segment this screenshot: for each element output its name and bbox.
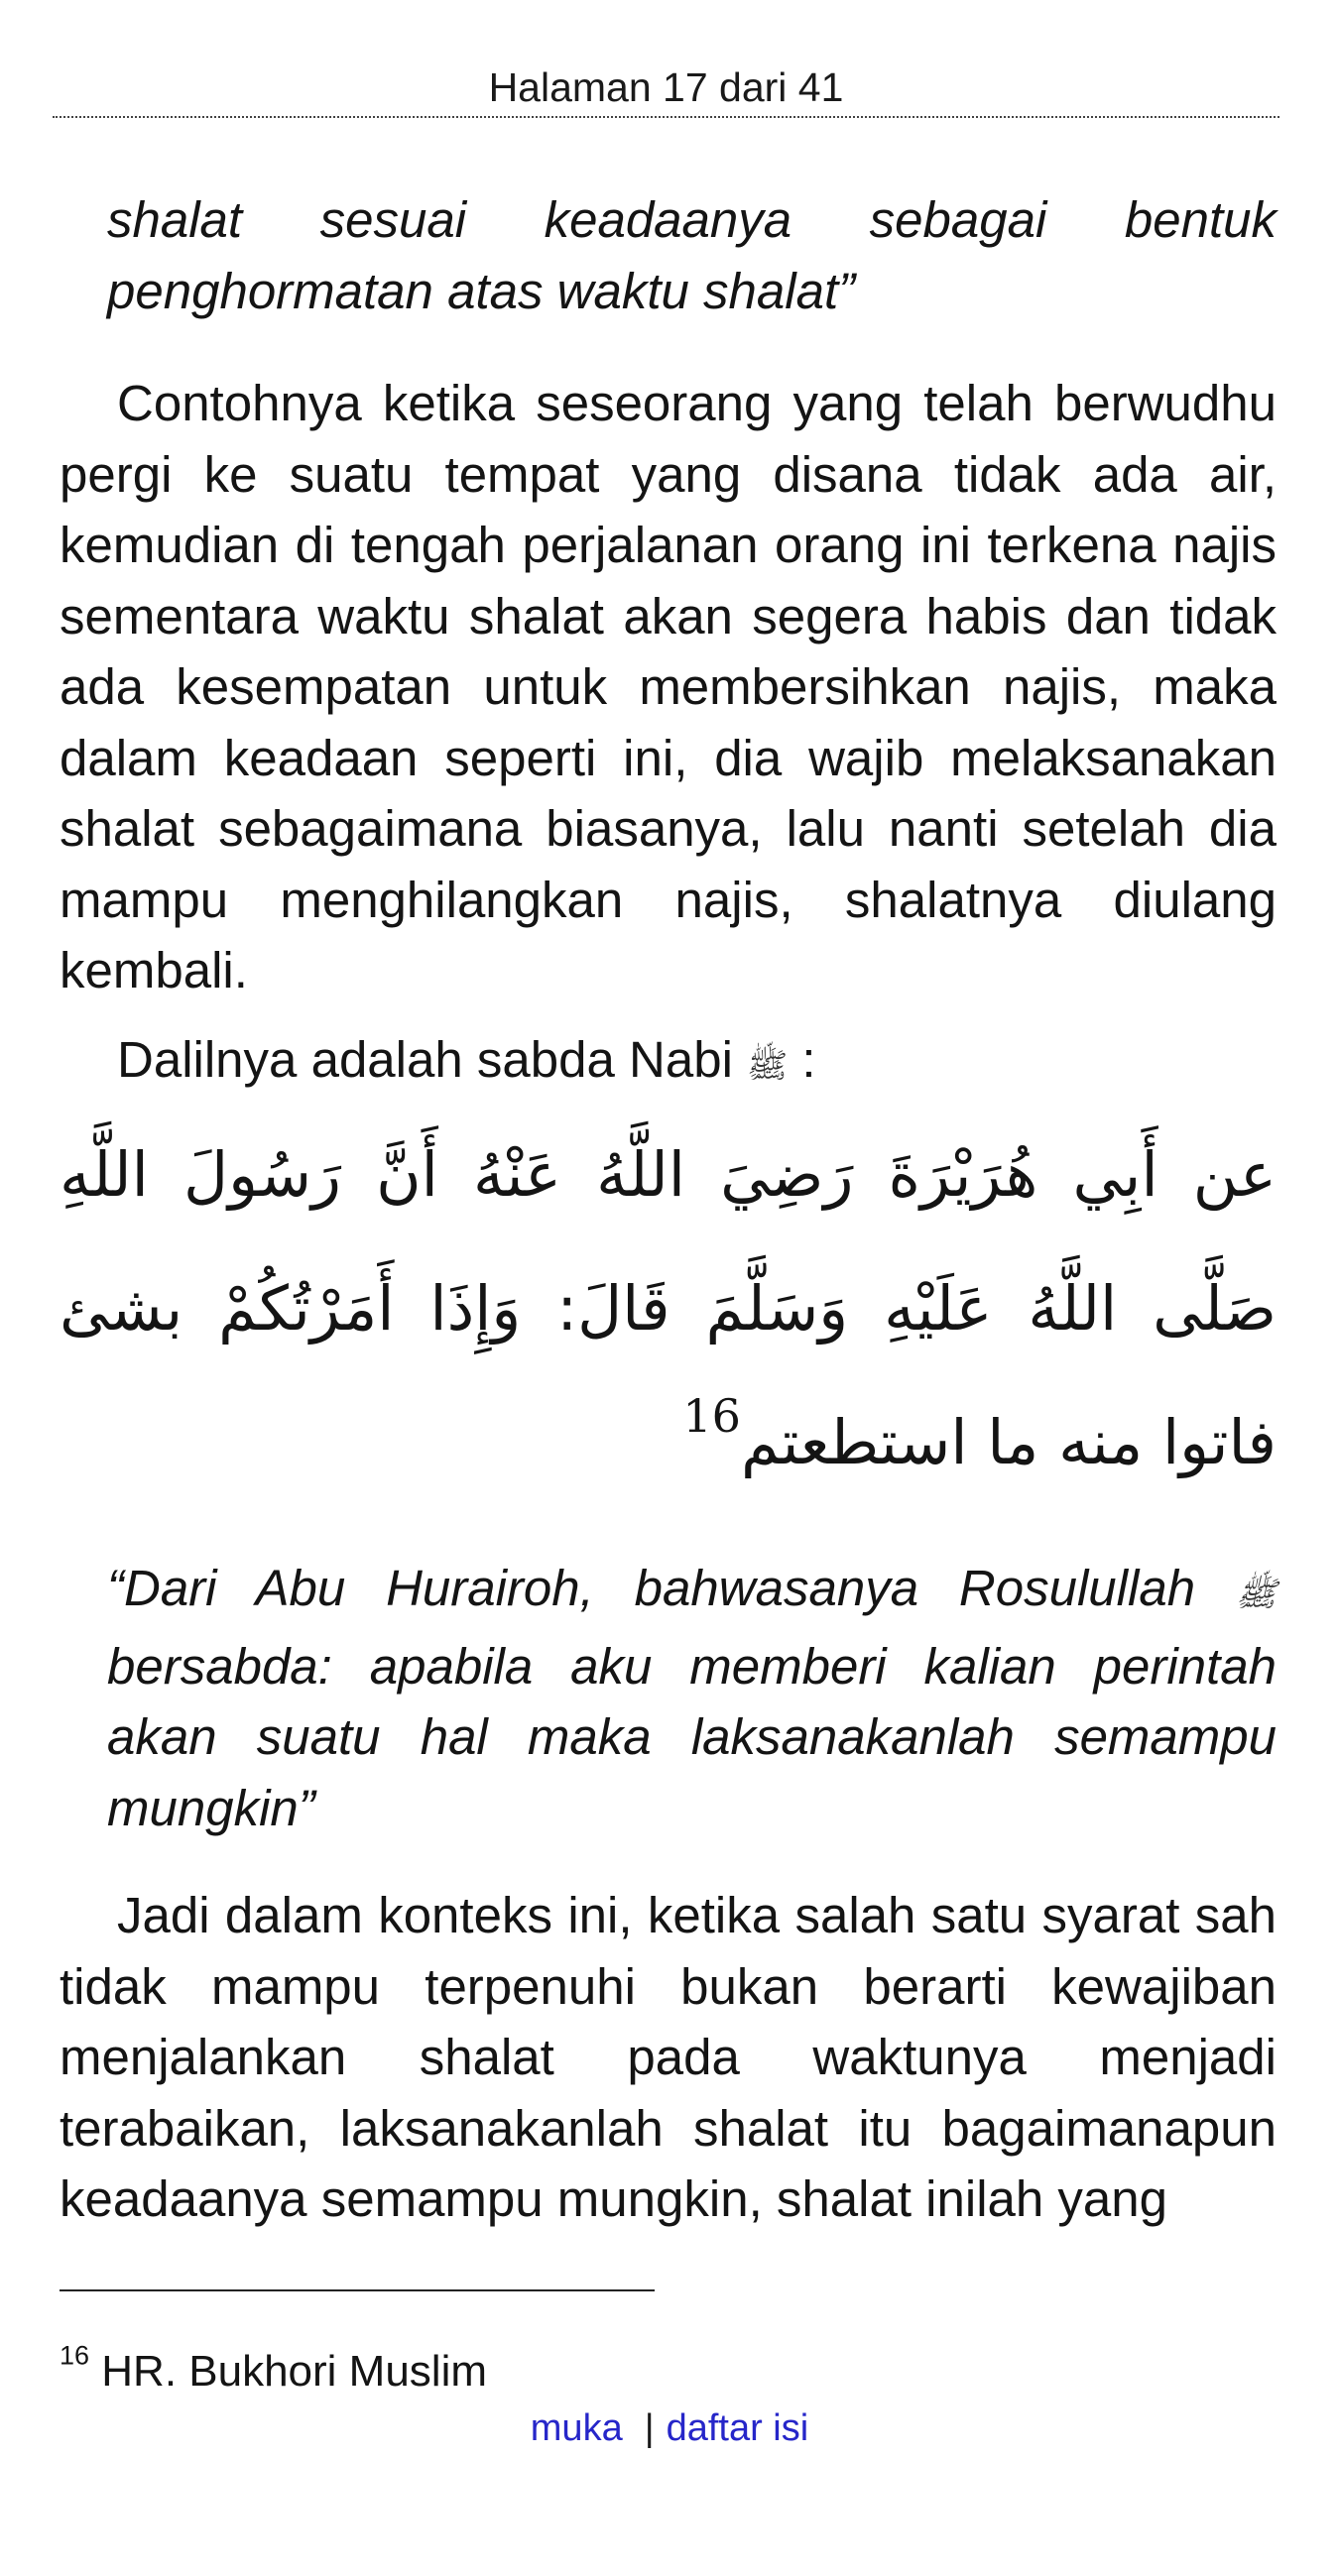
nav-separator: |: [644, 2407, 655, 2449]
translation-text-2: bersabda: apabila aku memberi kalian perintah akan suatu hal maka laksanakanlah semampu mungkin”: [107, 1637, 1277, 1836]
footnote-number: 16: [60, 2340, 90, 2371]
arabic-hadith-text: عن أَبِي هُرَيْرَةَ رَضِيَ اللَّهُ عَنْهُ أَنَّ رَسُولَ اللَّهِ صَلَّى اللَّهُ عَلَيْهِ وَسَلَّمَ قَالَ: وَإِذَا أَمَرْتُكُمْ بشئ فاتوا منه ما استطعتم: [60, 1138, 1277, 1478]
dalil-intro-text: Dalilnya adalah sabda Nabi: [117, 1031, 733, 1088]
home-link[interactable]: muka: [530, 2407, 623, 2449]
footnote-ref-16[interactable]: 16: [682, 1388, 741, 1443]
quote-continuation: shalat sesuai keadaanya sebagai bentuk penghormatan atas waktu shalat”: [107, 191, 1277, 319]
arabic-hadith: [60, 1108, 1277, 1509]
translation-text-1: “Dari Abu Hurairoh, bahwasanya Rosulullah: [107, 1560, 1196, 1616]
dalil-intro: [117, 1024, 1277, 1103]
hadith-translation: [107, 1553, 1277, 1843]
footnote-16: [60, 2342, 487, 2401]
page-nav: [0, 2403, 1339, 2453]
paragraph-example: Contohnya ketika seseorang yang telah berwudhu pergi ke suatu tempat yang disana tidak ada air, kemudian di tengah perjalanan orang ini terkena najis sementara waktu shalat akan segera habis dan tidak ada kesempatan untuk membersihkan najis, maka dalam keadaan seperti ini, dia wajib melaksanakan shalat sebagaimana biasanya, lalu nanti setelah dia mampu menghilangkan najis, shalatnya diulang kembali.: [60, 375, 1277, 998]
paragraph-conclusion: Jadi dalam konteks ini, ketika salah satu syarat sah tidak mampu terpenuhi bukan berarti kewajiban menjalankan shalat pada waktunya menjadi terabaikan, laksanakanlah shalat itu bagaimanapun keadaanya semampu mungkin, shalat inilah yang: [60, 1887, 1277, 2227]
toc-link[interactable]: daftar isi: [666, 2407, 809, 2449]
dalil-intro-colon: :: [788, 1031, 816, 1088]
salawat-icon: ﷺ: [747, 1046, 789, 1086]
salawat-icon: ﷺ: [1235, 1575, 1278, 1614]
footnote-divider: [60, 2289, 655, 2291]
page-header: Halaman 17 dari 41: [488, 64, 844, 110]
footnote-text: HR. Bukhori Muslim: [89, 2347, 488, 2396]
header-divider: [53, 116, 1279, 118]
